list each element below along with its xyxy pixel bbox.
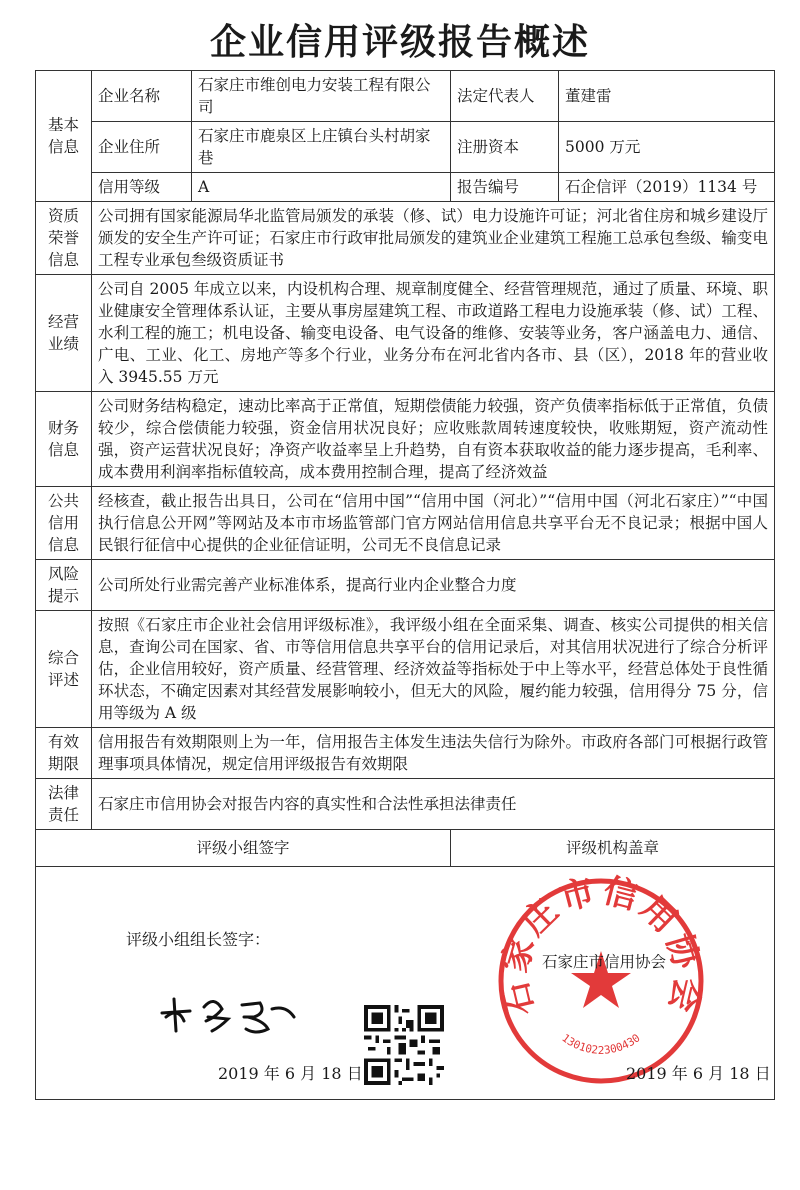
row-public-credit: [36, 487, 775, 560]
basic-row-rating: [36, 173, 775, 202]
section-label-qualification: 资质荣誉信息: [36, 202, 92, 275]
section-text-performance: 公司自 2005 年成立以来，内设机构合理、规章制度健全、经营管理规范，通过了质量、环境、职业健康安全管理体系认证，主要从事房屋建筑工程、市政道路工程电力设施承装（修、试）工程、水利工程的施工；机电设备、输变电设备、电气设备的维修、安装等业务，客户涵盖电力、通信、广电、工业、化工、房地产等多个行业，业务分布在河北省内各市、县（区），2018 年的营业收入 3945.55 万元: [92, 275, 775, 392]
basic-row-address: [36, 122, 775, 173]
value-capital: 5000 万元: [559, 122, 775, 173]
section-text-finance: 公司财务结构稳定，速动比率高于正常值，短期偿债能力较强，资产负债率指标低于正常值，负债较少，综合偿债能力较强，资金信用状况良好；应收账款周转速度较快，收账期短，资产流动性强，资产运营状况良好；净资产收益率呈上升趋势，自有资本获取收益的能力逐步提高，毛利率、成本费用利润率指标值较高，成本费用控制合理，提高了经济效益: [92, 392, 775, 487]
rating-agency-seal-header: 评级机构盖章: [451, 830, 775, 867]
seal-text-path: 石家庄市信用协会: [494, 871, 708, 1020]
section-label-summary: 综合评述: [36, 611, 92, 728]
row-finance: [36, 392, 775, 487]
label-capital: 注册资本: [451, 122, 559, 173]
section-text-risk: 公司所处行业需完善产业标准体系，提高行业内企业整合力度: [92, 560, 775, 611]
signature-header-row: [36, 830, 775, 867]
section-text-qualification: 公司拥有国家能源局华北监管局颁发的承装（修、试）电力设施许可证；河北省住房和城乡建设厅颁发的安全生产许可证；石家庄市行政审批局颁发的建筑业企业建筑工程施工总承包叁级、输变电工程专业承包叁级资质证书: [92, 202, 775, 275]
label-address: 企业住所: [92, 122, 192, 173]
section-label-risk: 风险提示: [36, 560, 92, 611]
section-label-public-credit: 公共信用信息: [36, 487, 92, 560]
value-legal-rep: 董建雷: [559, 71, 775, 122]
row-validity: [36, 728, 775, 779]
label-report-no: 报告编号: [451, 173, 559, 202]
basic-row-name: [36, 71, 775, 122]
page-title: 企业信用评级报告概述: [209, 22, 590, 63]
label-credit-rating: 信用等级: [92, 173, 192, 202]
right-seal-date: 2019 年 6 月 18 日: [626, 1064, 771, 1083]
rating-team-signature-header: 评级小组签字: [36, 830, 451, 867]
value-company-name: 石家庄市维创电力安装工程有限公司: [192, 71, 451, 122]
qr-code[interactable]: [364, 1005, 444, 1085]
label-legal-rep: 法定代表人: [451, 71, 559, 122]
left-signature-date: 2019 年 6 月 18 日: [218, 1064, 363, 1083]
label-company-name: 企业名称: [92, 71, 192, 122]
section-label-basic: 基本信息: [36, 71, 92, 202]
seal-number: [559, 1031, 642, 1056]
handwritten-signature: [156, 987, 306, 1037]
rating-agency-name: 石家庄市信用协会: [542, 953, 667, 971]
signature-row: [36, 867, 775, 1100]
section-text-summary: 按照《石家庄市企业社会信用评级标准》，我评级小组在全面采集、调查、核实公司提供的相关信息，查询公司在国家、省、市等信用信息共享平台的信用记录后，对其信用状况进行了综合分析评估，企业信用较好，资产质量、经营管理、经济效益等指标处于中上等水平，经营总体处于良性循环状态，不确定因素对其经营发展影响较小，但无大的风险，履约能力较强，信用得分 75 分，信用等级为 A 级: [92, 611, 775, 728]
seal-number-path: 1301022300430: [559, 1031, 643, 1057]
value-address: 石家庄市鹿泉区上庄镇台头村胡家巷: [192, 122, 451, 173]
row-qualification: [36, 202, 775, 275]
value-report-no: 石企信评（2019）1134 号: [559, 173, 775, 202]
official-seal: [491, 871, 711, 1091]
row-summary: [36, 611, 775, 728]
leader-signature-label: 评级小组组长签字：: [126, 930, 271, 949]
row-legal: [36, 779, 775, 830]
section-text-validity: 信用报告有效期限则上为一年，信用报告主体发生违法失信行为除外。市政府各部门可根据行政管理事项具体情况，规定信用评级报告有效期限: [92, 728, 775, 779]
section-label-performance: 经营业绩: [36, 275, 92, 392]
section-label-validity: 有效期限: [36, 728, 92, 779]
signature-area: [36, 867, 775, 1100]
value-credit-rating: A: [192, 173, 451, 202]
section-label-finance: 财务信息: [36, 392, 92, 487]
section-label-legal: 法律责任: [36, 779, 92, 830]
section-text-public-credit: 经核查，截止报告出具日，公司在“信用中国”“信用中国（河北）”“信用中国（河北石家庄）”“中国执行信息公开网”等网站及本市市场监管部门官方网站信用信息共享平台无不良记录；根据中国人民银行征信中心提供的企业征信证明，公司无不良信息记录: [92, 487, 775, 560]
section-text-legal: 石家庄市信用协会对报告内容的真实性和合法性承担法律责任: [92, 779, 775, 830]
row-risk: [36, 560, 775, 611]
row-performance: [36, 275, 775, 392]
seal-text: [494, 871, 707, 1020]
report-table: [35, 70, 775, 1100]
